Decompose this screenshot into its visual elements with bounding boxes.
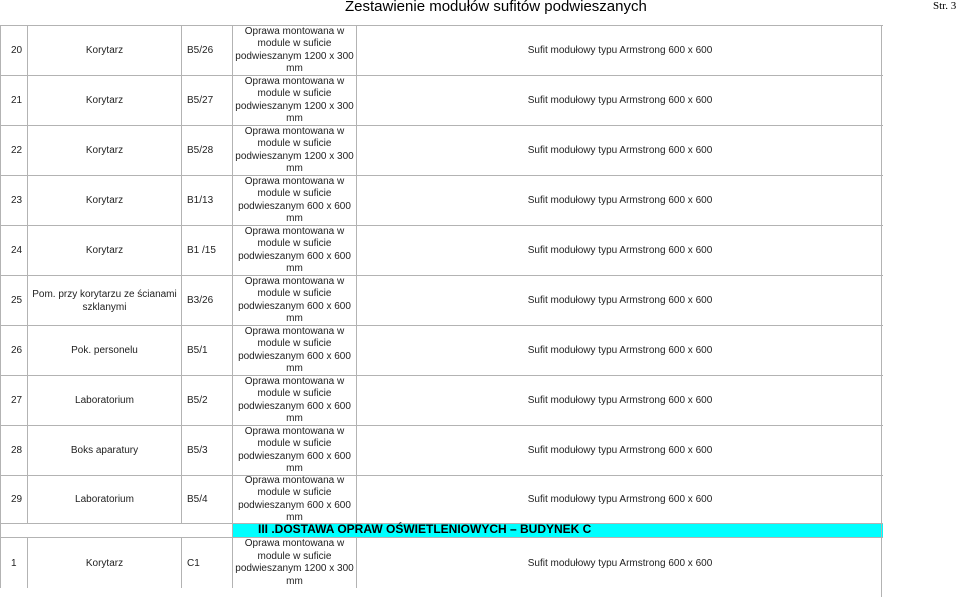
fixture-description bbox=[233, 226, 357, 275]
fixture-line: Oprawa montowana w bbox=[244, 474, 345, 486]
document-title: Zestawienie modułów sufitów podwieszanych bbox=[345, 0, 647, 15]
room-name: Laboratorium bbox=[28, 376, 182, 425]
table-row bbox=[1, 26, 883, 76]
fixture-line: module w suficie bbox=[257, 487, 332, 498]
room-code: C1 bbox=[182, 538, 233, 588]
room-code: B3/26 bbox=[182, 276, 233, 325]
fixture-line: mm bbox=[286, 463, 303, 474]
fixture-line: podwieszanym 1200 x 300 bbox=[235, 100, 354, 112]
fixture-line: mm bbox=[286, 575, 303, 587]
section-spacer bbox=[1, 524, 233, 537]
room-code: B5/28 bbox=[182, 126, 233, 175]
fixture-line: mm bbox=[286, 263, 303, 274]
room-name: Korytarz bbox=[28, 176, 182, 225]
fixture-line: module w suficie bbox=[257, 38, 332, 49]
room-name: Korytarz bbox=[28, 26, 182, 75]
fixture-line: mm bbox=[286, 63, 303, 74]
fixture-line: Oprawa montowana w bbox=[244, 375, 345, 387]
modules-table bbox=[0, 25, 883, 588]
row-number: 22 bbox=[1, 126, 28, 175]
fixture-line: podwieszanym 600 x 600 bbox=[238, 450, 351, 462]
fixture-line: podwieszanym 1200 x 300 bbox=[235, 563, 354, 574]
ceiling-type: Sufit modułowy typu Armstrong 600 x 600 bbox=[527, 195, 713, 206]
fixture-line: mm bbox=[286, 213, 303, 224]
fixture-line: module w suficie bbox=[257, 288, 332, 299]
table-right-border bbox=[881, 25, 882, 597]
fixture-line: Oprawa montowana w bbox=[244, 25, 345, 37]
room-code: B5/3 bbox=[182, 426, 233, 475]
row-number: 28 bbox=[1, 426, 28, 475]
room-name: Korytarz bbox=[28, 538, 182, 588]
fixture-description bbox=[233, 176, 357, 225]
fixture-description bbox=[233, 126, 357, 175]
room-name: Boks aparatury bbox=[28, 426, 182, 475]
fixture-line: podwieszanym 600 x 600 bbox=[238, 250, 351, 262]
fixture-description bbox=[233, 26, 357, 75]
section-row bbox=[1, 524, 883, 538]
page-number: Str. 3 bbox=[933, 0, 957, 12]
room-code: B1/13 bbox=[182, 176, 233, 225]
fixture-line: mm bbox=[286, 163, 303, 174]
section-header bbox=[233, 524, 883, 537]
room-name: Korytarz bbox=[28, 226, 182, 275]
fixture-line: podwieszanym 600 x 600 bbox=[238, 200, 351, 212]
fixture-description bbox=[233, 376, 357, 425]
row-number: 21 bbox=[1, 76, 28, 125]
row-number: 26 bbox=[1, 326, 28, 375]
room-name: Korytarz bbox=[28, 76, 182, 125]
fixture-line: podwieszanym 1200 x 300 bbox=[235, 50, 354, 62]
fixture-line: Oprawa montowana w bbox=[244, 275, 345, 287]
room-code: B5/4 bbox=[182, 476, 233, 523]
fixture-line: podwieszanym 1200 x 300 bbox=[235, 150, 354, 162]
table-row bbox=[1, 326, 883, 376]
room-code: B5/26 bbox=[182, 26, 233, 75]
fixture-line: Oprawa montowana w bbox=[244, 325, 345, 337]
ceiling-type: Sufit modułowy typu Armstrong 600 x 600 bbox=[527, 45, 713, 56]
fixture-line: podwieszanym 600 x 600 bbox=[238, 499, 351, 511]
fixture-line: module w suficie bbox=[257, 550, 332, 562]
ceiling-type: Sufit modułowy typu Armstrong 600 x 600 bbox=[527, 95, 713, 106]
table-row bbox=[1, 76, 883, 126]
fixture-line: mm bbox=[286, 313, 303, 324]
room-code: B1 /15 bbox=[182, 226, 233, 275]
table-row bbox=[1, 176, 883, 226]
fixture-line: podwieszanym 600 x 600 bbox=[238, 300, 351, 312]
fixture-line: module w suficie bbox=[257, 88, 332, 99]
row-number: 27 bbox=[1, 376, 28, 425]
room-name: Pom. przy korytarzu ze ścianami szklanymi bbox=[28, 276, 182, 325]
fixture-description bbox=[233, 76, 357, 125]
room-name: Laboratorium bbox=[28, 476, 182, 523]
ceiling-type: Sufit modułowy typu Armstrong 600 x 600 bbox=[527, 295, 713, 306]
fixture-line: podwieszanym 600 x 600 bbox=[238, 350, 351, 362]
fixture-line: mm bbox=[286, 512, 303, 523]
fixture-line: Oprawa montowana w bbox=[244, 425, 345, 437]
ceiling-type: Sufit modułowy typu Armstrong 600 x 600 bbox=[527, 445, 713, 456]
room-code: B5/27 bbox=[182, 76, 233, 125]
row-number: 25 bbox=[1, 276, 28, 325]
row-number: 1 bbox=[1, 538, 28, 588]
ceiling-type: Sufit modułowy typu Armstrong 600 x 600 bbox=[527, 395, 713, 406]
room-code: B5/1 bbox=[182, 326, 233, 375]
fixture-line: mm bbox=[286, 363, 303, 374]
row-number: 29 bbox=[1, 476, 28, 523]
ceiling-type: Sufit modułowy typu Armstrong 600 x 600 bbox=[527, 345, 713, 356]
fixture-line: module w suficie bbox=[257, 238, 332, 249]
table-row bbox=[1, 126, 883, 176]
fixture-line: Oprawa montowana w bbox=[244, 225, 345, 237]
row-number: 23 bbox=[1, 176, 28, 225]
table-row bbox=[1, 476, 883, 524]
ceiling-type: Sufit modułowy typu Armstrong 600 x 600 bbox=[527, 145, 713, 156]
table-row bbox=[1, 426, 883, 476]
table-row bbox=[1, 226, 883, 276]
row-number: 24 bbox=[1, 226, 28, 275]
fixture-description bbox=[233, 426, 357, 475]
table-row bbox=[1, 276, 883, 326]
room-name: Korytarz bbox=[28, 126, 182, 175]
fixture-description bbox=[233, 276, 357, 325]
room-code: B5/2 bbox=[182, 376, 233, 425]
room-name: Pok. personelu bbox=[28, 326, 182, 375]
fixture-line: module w suficie bbox=[257, 438, 332, 449]
fixture-description bbox=[233, 538, 357, 588]
ceiling-type: Sufit modułowy typu Armstrong 600 x 600 bbox=[527, 557, 713, 569]
fixture-line: Oprawa montowana w bbox=[244, 538, 345, 549]
fixture-line: Oprawa montowana w bbox=[244, 125, 345, 137]
row-number: 20 bbox=[1, 26, 28, 75]
fixture-line: module w suficie bbox=[257, 138, 332, 149]
table-row bbox=[1, 538, 883, 588]
fixture-description bbox=[233, 476, 357, 523]
ceiling-type: Sufit modułowy typu Armstrong 600 x 600 bbox=[527, 494, 713, 505]
fixture-line: module w suficie bbox=[257, 338, 332, 349]
ceiling-type: Sufit modułowy typu Armstrong 600 x 600 bbox=[527, 245, 713, 256]
table-row bbox=[1, 376, 883, 426]
fixture-line: module w suficie bbox=[257, 388, 332, 399]
fixture-line: mm bbox=[286, 413, 303, 424]
fixture-line: module w suficie bbox=[257, 188, 332, 199]
section-title: III .DOSTAWA OPRAW OŚWIETLENIOWYCH – BUDYNEK C bbox=[258, 522, 592, 536]
fixture-line: podwieszanym 600 x 600 bbox=[238, 400, 351, 412]
fixture-line: Oprawa montowana w bbox=[244, 175, 345, 187]
fixture-line: Oprawa montowana w bbox=[244, 75, 345, 87]
fixture-line: mm bbox=[286, 113, 303, 124]
fixture-description bbox=[233, 326, 357, 375]
